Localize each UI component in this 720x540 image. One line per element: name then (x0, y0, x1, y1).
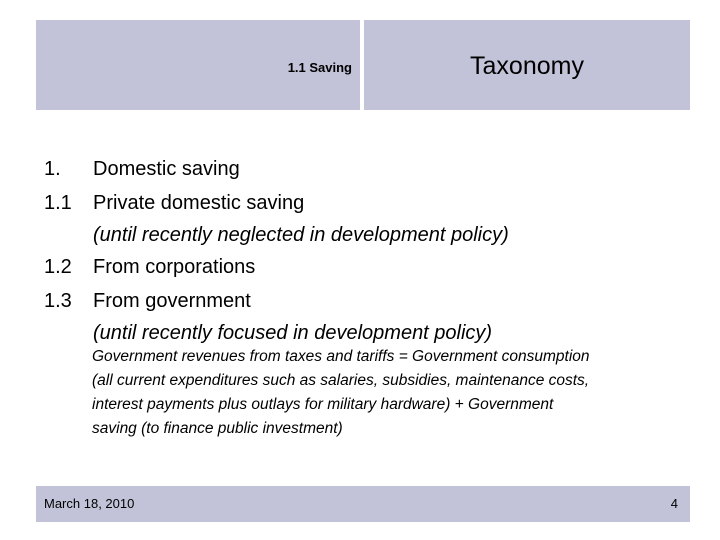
item-text: From corporations (93, 256, 256, 278)
list-item-note (44, 220, 704, 250)
detail-line: interest payments plus outlays for military hardware) + Government (92, 396, 554, 413)
header-section-box (36, 20, 360, 110)
list-item (44, 250, 704, 284)
list-item-note (44, 318, 704, 348)
header-title-box (364, 20, 690, 110)
taxonomy-list (44, 152, 704, 348)
item-number: 1.2 (44, 256, 72, 278)
government-saving-explanation (92, 345, 692, 441)
item-text: Domestic saving (93, 158, 240, 180)
item-text: Private domestic saving (93, 192, 305, 214)
list-item (44, 284, 704, 318)
section-label: 1.1 Saving (287, 60, 352, 75)
item-number: 1. (44, 158, 61, 180)
item-number: 1.3 (44, 290, 72, 312)
detail-line: saving (to finance public investment) (92, 420, 343, 437)
item-number: 1.1 (44, 192, 72, 214)
footer-bar (36, 486, 690, 522)
page-number: 4 (670, 496, 678, 511)
item-text: From government (93, 290, 251, 312)
list-item (44, 152, 704, 186)
slide-title: Taxonomy (470, 52, 584, 80)
detail-line: Government revenues from taxes and tariffs = Government consumption (92, 348, 590, 365)
item-note-text: (until recently neglected in development policy) (93, 224, 509, 246)
list-item (44, 186, 704, 220)
footer-date: March 18, 2010 (44, 496, 135, 511)
item-note-text: (until recently focused in development policy) (93, 322, 493, 344)
detail-line: (all current expenditures such as salaries, subsidies, maintenance costs, (92, 372, 590, 389)
